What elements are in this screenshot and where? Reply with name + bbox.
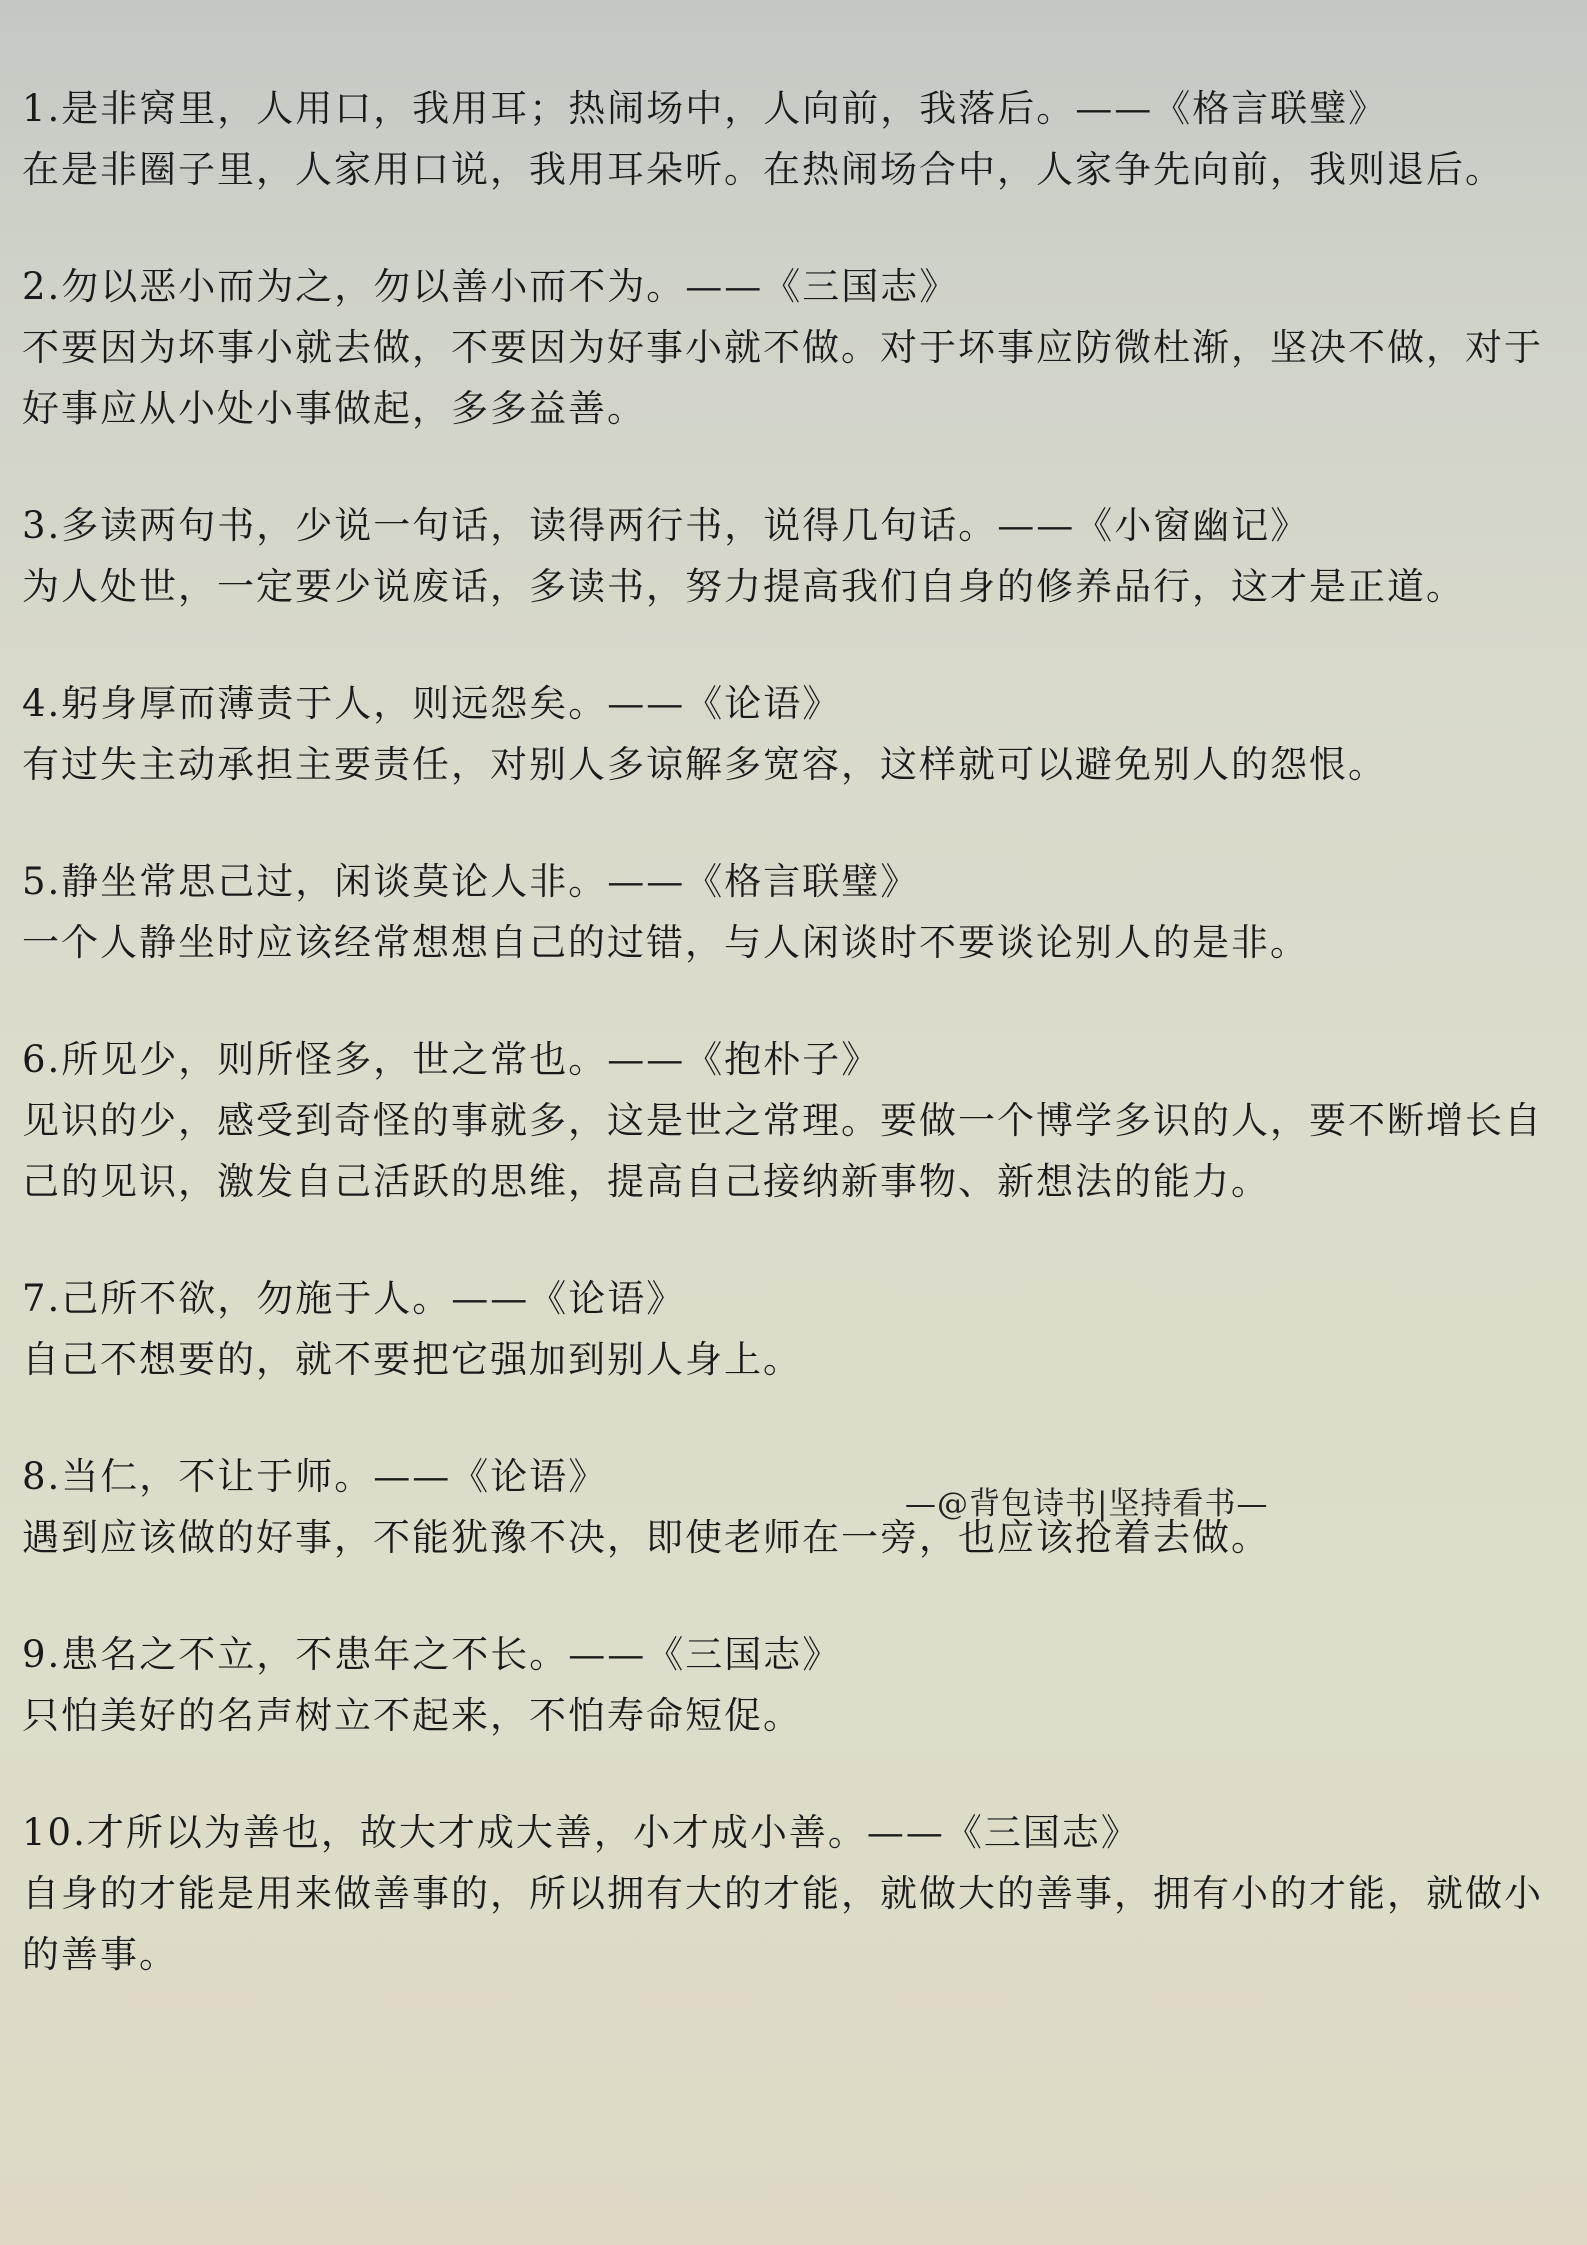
- quote-entry-3: [22, 495, 1562, 617]
- quote-entry-8: [22, 1446, 1562, 1568]
- quote-explanation: 自己不想要的，就不要把它强加到别人身上。: [22, 1338, 802, 1381]
- quote-entry-6: [22, 1029, 1562, 1212]
- quote-text: 2.勿以恶小而为之，勿以善小而不为。——《三国志》: [22, 265, 959, 308]
- quote-entry-4: [22, 673, 1562, 795]
- quote-entry-9: [22, 1624, 1562, 1746]
- quote-explanation: 一个人静坐时应该经常想想自己的过错，与人闲谈时不要谈论别人的是非。: [22, 921, 1309, 964]
- quote-entry-1: [22, 78, 1562, 200]
- quote-explanation: 遇到应该做的好事，不能犹豫不决，即使老师在一旁，也应该抢着去做。: [22, 1516, 1270, 1559]
- quote-explanation: 有过失主动承担主要责任，对别人多谅解多宽容，这样就可以避免别人的怨恨。: [22, 743, 1387, 786]
- quote-text: 6.所见少，则所怪多，世之常也。——《抱朴子》: [22, 1038, 881, 1081]
- quote-explanation: 只怕美好的名声树立不起来，不怕寿命短促。: [22, 1694, 802, 1737]
- quote-explanation: 为人处世，一定要少说废话，多读书，努力提高我们自身的修养品行，这才是正道。: [22, 565, 1465, 608]
- quote-text: 4.躬身厚而薄责于人，则远怨矣。——《论语》: [22, 682, 842, 725]
- quote-explanation: 不要因为坏事小就去做，不要因为好事小就不做。对于坏事应防微杜渐，坚决不做，对于好事应从小处小事做起，多多益善。: [22, 326, 1543, 430]
- quote-text: 9.患名之不立，不患年之不长。——《三国志》: [22, 1633, 842, 1676]
- quote-explanation: 自身的才能是用来做善事的，所以拥有大的才能，就做大的善事，拥有小的才能，就做小的善事。: [22, 1872, 1543, 1976]
- quote-text: 3.多读两句书，少说一句话，读得两行书，说得几句话。——《小窗幽记》: [22, 504, 1310, 547]
- quotes-list: [22, 78, 1562, 2041]
- quote-entry-2: [22, 256, 1562, 439]
- quote-entry-7: [22, 1268, 1562, 1390]
- quote-text: 8.当仁，不让于师。——《论语》: [22, 1455, 608, 1498]
- quote-explanation: 见识的少，感受到奇怪的事就多，这是世之常理。要做一个博学多识的人，要不断增长自己的见识，激发自己活跃的思维，提高自己接纳新事物、新想法的能力。: [22, 1099, 1543, 1203]
- watermark: —@背包诗书|坚持看书—: [905, 1486, 1269, 1522]
- quote-explanation: 在是非圈子里，人家用口说，我用耳朵听。在热闹场合中，人家争先向前，我则退后。: [22, 148, 1504, 191]
- quote-text: 7.己所不欲，勿施于人。——《论语》: [22, 1277, 686, 1320]
- quote-text: 5.静坐常思己过，闲谈莫论人非。——《格言联璧》: [22, 860, 920, 903]
- quote-text: 10.才所以为善也，故大才成大善，小才成小善。——《三国志》: [22, 1811, 1140, 1854]
- quote-entry-10: [22, 1802, 1562, 1985]
- quote-text: 1.是非窝里，人用口，我用耳；热闹场中，人向前，我落后。——《格言联璧》: [22, 87, 1388, 130]
- quote-entry-5: [22, 851, 1562, 973]
